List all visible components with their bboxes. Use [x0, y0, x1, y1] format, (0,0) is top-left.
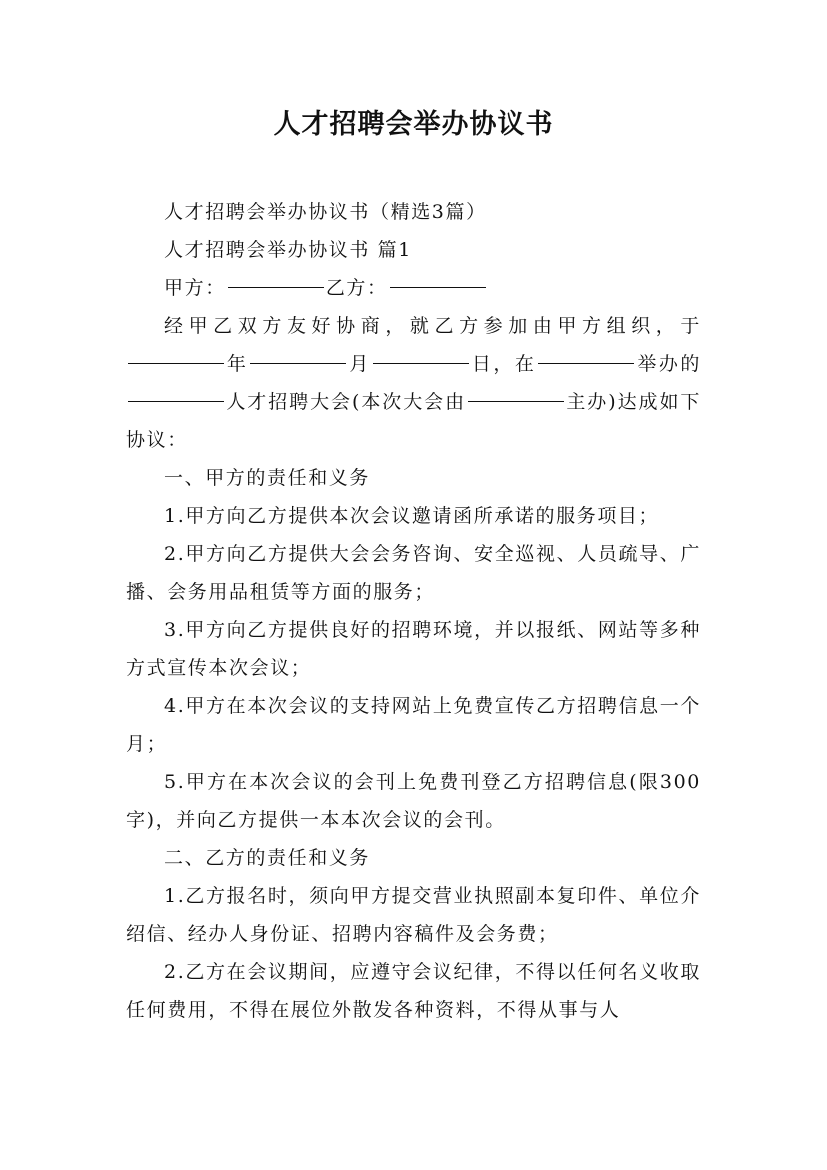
section1-item: 2.甲方向乙方提供大会会务咨询、安全巡视、人员疏导、广播、会务用品租赁等方面的服务；	[126, 543, 701, 603]
intro-text-4: 日，在	[470, 353, 537, 375]
intro-text-1: 经甲乙双方友好协商，就乙方参加由甲方组织，于	[164, 315, 701, 337]
parties-line	[126, 269, 701, 307]
section1-item: 4.甲方在本次会议的支持网站上免费宣传乙方招聘信息一个月；	[126, 695, 701, 755]
intro-text-3: 月	[348, 353, 371, 375]
section2-title: 二、乙方的责任和义务	[164, 847, 371, 869]
venue-blank	[538, 362, 634, 364]
document-body	[126, 193, 701, 1029]
intro-text-7: 主办)达成如下协议：	[126, 391, 701, 451]
party-a-label: 甲方：	[164, 277, 226, 299]
section1-item: 1.甲方向乙方提供本次会议邀请函所承诺的服务项目；	[164, 505, 660, 527]
subtitle: 人才招聘会举办协议书（精选3篇）	[164, 201, 487, 223]
section2-item: 1.乙方报名时，须向甲方提交营业执照副本复印件、单位介绍信、经办人身份证、招聘内容稿件及会务费；	[126, 885, 701, 945]
section1-item: 3.甲方向乙方提供良好的招聘环境，并以报纸、网站等多种方式宣传本次会议；	[126, 619, 701, 679]
intro-text-2: 年	[226, 353, 249, 375]
party-b-label: 乙方：	[325, 277, 388, 299]
day-blank	[373, 362, 469, 364]
section2-item: 2.乙方在会议期间，应遵守会议纪律，不得以任何名义收取任何费用，不得在展位外散发各种资料，不得从事与人	[126, 961, 701, 1021]
organizer-blank	[468, 400, 564, 402]
section1-item: 5.甲方在本次会议的会刊上免费刊登乙方招聘信息(限300字)，并向乙方提供一本本次会议的会刊。	[126, 771, 701, 831]
month-blank	[250, 362, 346, 364]
intro-text-6: 人才招聘大会(本次大会由	[226, 391, 467, 413]
event-name-blank	[128, 400, 224, 402]
party-b-blank	[390, 286, 486, 288]
intro-paragraph	[126, 307, 701, 459]
intro-text-5: 举办的	[636, 353, 701, 375]
section1-title: 一、甲方的责任和义务	[164, 467, 371, 489]
section-heading: 人才招聘会举办协议书 篇1	[164, 239, 412, 261]
party-a-blank	[228, 286, 324, 288]
year-blank	[128, 362, 224, 364]
document-title: 人才招聘会举办协议书	[273, 109, 554, 140]
